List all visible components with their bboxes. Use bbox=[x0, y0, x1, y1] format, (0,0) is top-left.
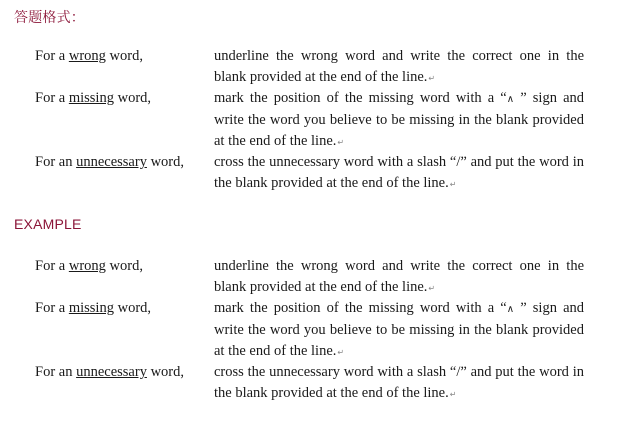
paragraph-mark-icon: ↵ bbox=[449, 390, 457, 399]
term-suffix: word, bbox=[105, 258, 143, 274]
rule-term bbox=[35, 256, 143, 277]
rule-description bbox=[214, 298, 584, 363]
instructions-block bbox=[0, 46, 634, 194]
description-text: underline the wrong word and write the correct one in the blank provided at the end of the line. bbox=[214, 48, 584, 85]
rule-unnecessary-word bbox=[0, 152, 634, 194]
paragraph-mark-icon: ↵ bbox=[337, 138, 345, 147]
term-prefix: For a bbox=[35, 48, 69, 64]
caret-icon: ∧ bbox=[506, 304, 515, 315]
description-text: underline the wrong word and write the correct one in the blank provided at the end of the line. bbox=[214, 258, 584, 295]
rule-description bbox=[214, 256, 584, 299]
section-heading-format: 答题格式： bbox=[14, 9, 85, 25]
paragraph-mark-icon: ↵ bbox=[428, 74, 436, 83]
description-text: cross the unnecessary word with a slash “/” and put the word in the blank provided at the end of the line. bbox=[214, 154, 584, 191]
caret-icon: ∧ bbox=[506, 94, 515, 105]
term-suffix: word, bbox=[113, 300, 152, 316]
term-suffix: word, bbox=[146, 154, 185, 170]
term-prefix: For an bbox=[35, 364, 77, 380]
description-text: ” sign and write the word you believe to be missing in the blank provided at the end of the line. bbox=[214, 90, 585, 149]
rule-term bbox=[35, 362, 184, 383]
paragraph-mark-icon: ↵ bbox=[337, 348, 345, 357]
term-keyword: missing bbox=[68, 300, 114, 316]
rule-description bbox=[214, 362, 584, 405]
paragraph-mark-icon: ↵ bbox=[449, 180, 457, 189]
term-suffix: word, bbox=[113, 90, 152, 106]
term-suffix: word, bbox=[146, 364, 185, 380]
rule-term bbox=[35, 152, 184, 173]
description-text: ” sign and write the word you believe to be missing in the blank provided at the end of the line. bbox=[214, 300, 585, 359]
paragraph-mark-icon: ↵ bbox=[428, 284, 436, 293]
description-text: mark the position of the missing word with a “ bbox=[214, 300, 507, 316]
rule-unnecessary-word bbox=[0, 362, 634, 404]
description-text: mark the position of the missing word with a “ bbox=[214, 90, 507, 106]
term-keyword: wrong bbox=[68, 48, 106, 64]
term-suffix: word, bbox=[105, 48, 143, 64]
rule-description bbox=[214, 88, 584, 153]
rule-term bbox=[35, 88, 151, 109]
term-keyword: missing bbox=[68, 90, 114, 106]
section-heading-example: EXAMPLE bbox=[14, 216, 82, 232]
rule-term bbox=[35, 298, 151, 319]
rule-description bbox=[214, 152, 584, 195]
term-prefix: For a bbox=[35, 90, 69, 106]
term-prefix: For an bbox=[35, 154, 77, 170]
rule-missing-word bbox=[0, 88, 634, 152]
term-keyword: unnecessary bbox=[76, 364, 147, 380]
rule-term bbox=[35, 46, 143, 67]
term-keyword: wrong bbox=[68, 258, 106, 274]
rule-wrong-word bbox=[0, 256, 634, 298]
term-prefix: For a bbox=[35, 258, 69, 274]
term-prefix: For a bbox=[35, 300, 69, 316]
example-block bbox=[0, 256, 634, 404]
rule-description bbox=[214, 46, 584, 89]
rule-missing-word bbox=[0, 298, 634, 362]
description-text: cross the unnecessary word with a slash “/” and put the word in the blank provided at the end of the line. bbox=[214, 364, 584, 401]
term-keyword: unnecessary bbox=[76, 154, 147, 170]
rule-wrong-word bbox=[0, 46, 634, 88]
